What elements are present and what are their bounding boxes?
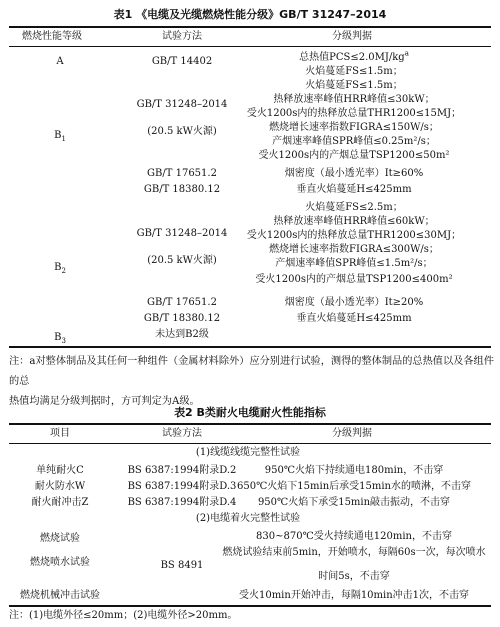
row-b1-criteria-6: 受火1200s内的产烟总量TSP1200≤50m²: [258, 150, 450, 161]
table1-note: 注：a对整体制品及其任何一种组件（金属材料除外）应分别进行试验，测得的整体制品的总热值以及各组件的总 热值均满足分级判据时，方可判定为A级。: [9, 356, 494, 407]
table1-bottom-rule: [9, 346, 491, 348]
row-b1-criteria-8: 垂直火焰蔓延H≤425mm: [296, 184, 412, 195]
row-b1-criteria-7: 烟密度（最小透光率）It≥60%: [284, 168, 424, 179]
t2-row1-method: BS 6387:1994附录D.2: [127, 465, 237, 476]
table2-section1: (1)线缆线缆完整性试验: [195, 447, 301, 458]
row-b1-method-3: GB/T 17651.2: [147, 168, 217, 179]
t2-spray-criteria-2: 时间5s，不击穿: [318, 571, 390, 582]
t2-row2-criteria: 650℃火焰下15min后承受15min水的喷淋，不击穿: [237, 481, 471, 492]
t2-row3-item: 耐火耐冲击Z: [31, 497, 89, 508]
row-b1-method-4: GB/T 18380.12: [143, 184, 221, 195]
row-b2-method-1: GB/T 31248–2014: [136, 228, 228, 239]
table2-section2: (2)电缆着火完整性试验: [195, 513, 301, 524]
t2-row2-item: 耐火防水W: [34, 481, 86, 492]
table2-bottom-rule: [9, 605, 491, 607]
t2-row1-criteria: 950℃火焰下持续通电180min，不击穿: [264, 465, 444, 476]
table1-header-rule: [9, 46, 491, 47]
table2-note: 注：(1)电缆外径≤20mm；(2)电缆外径>20mm。: [9, 610, 238, 621]
table2-header-rule: [9, 443, 491, 444]
row-b2-grade: $B_2$: [54, 262, 66, 275]
row-b1-criteria-1: 火焰蔓延FS≤1.5m；: [305, 80, 403, 91]
row-a-criteria-1: 总热值$PCS\le 2.0MJ/kg^a$: [299, 49, 409, 63]
row-b1-criteria-2: 热释放速率峰值HRR峰值≤30kW；: [273, 94, 435, 105]
table2-header-method: 试验方法: [162, 428, 202, 439]
table2-header-criteria: 分级判据: [332, 428, 372, 439]
row-b2-criteria-3: 受火1200s内的热释放总量THR1200≤30MJ；: [246, 230, 462, 241]
row-b3-grade: $B_3$: [54, 332, 66, 345]
row-b2-criteria-4: 燃烧增长速率指数FIGRA≤300W/s；: [269, 244, 439, 255]
row-b2-criteria-8: 垂直火焰蔓延H≤425mm: [296, 313, 412, 324]
row-b2-criteria-2: 热释放速率峰值HRR峰值≤60kW；: [273, 216, 435, 227]
row-b1-method-2: (20.5 kW火源): [147, 126, 217, 137]
row-b2-criteria-6: 受火1200s内的产烟总量TSP1200≤400m²: [255, 274, 453, 285]
t2-spray-item: 燃烧喷水试验: [30, 557, 90, 568]
row-b1-criteria-4: 燃烧增长速率指数FIGRA≤150W/s；: [269, 122, 439, 133]
table1-top-rule: [9, 26, 491, 28]
row-b1-method-1: GB/T 31248–2014: [136, 99, 228, 110]
table2-header-item: 项目: [50, 428, 70, 439]
row-b2-criteria-7: 烟密度（最小透光率）It≥20%: [284, 297, 424, 308]
t2-row3-criteria: 950℃火焰下承受15min敲击振动，不击穿: [257, 497, 451, 508]
t2-impact-item: 燃烧机械冲击试验: [20, 590, 100, 601]
t2-row3-method: BS 6387:1994附录D.4: [127, 497, 237, 508]
t2-row1-item: 单纯耐火C: [36, 465, 84, 476]
t2-bs8491-method: BS 8491: [160, 560, 204, 571]
table2-title: 表2 B类耐火电缆耐火性能指标: [174, 406, 326, 419]
row-b1-criteria-3: 受火1200s内的热释放总量THR1200≤15MJ；: [246, 108, 462, 119]
table2-top-rule: [9, 423, 491, 425]
t2-impact-criteria: 受火10min开始冲击，每隔10min冲击1次，不击穿: [238, 590, 470, 601]
row-a-method: GB/T 14402: [151, 56, 213, 67]
table1-header-criteria: 分级判据: [332, 31, 372, 42]
row-b1-criteria-5: 产烟速率峰值SPR峰值≤0.25m²/s；: [272, 136, 436, 147]
row-b3-method: 未达到B2级: [155, 329, 209, 340]
row-a-grade: A: [56, 56, 64, 67]
row-b1-grade: $B_1$: [54, 130, 66, 143]
row-b2-method-2: (20.5 kW火源): [147, 255, 217, 266]
table1-header-method: 试验方法: [162, 31, 202, 42]
row-b2-method-3: GB/T 17651.2: [147, 297, 217, 308]
t2-row2-method: BS 6387:1994附录D.3: [127, 481, 237, 492]
t2-burn-item: 燃烧试验: [40, 533, 80, 544]
table1-header-grade: 燃烧性能等级: [22, 31, 82, 42]
row-b2-criteria-5: 产烟速率峰值SPR峰值≤1.5m²/s；: [275, 258, 433, 269]
t2-spray-criteria-1: 燃烧试验结束前5min，开始喷水，每隔60s一次，每次喷水: [222, 547, 486, 558]
row-b2-method-4: GB/T 18380.12: [143, 313, 221, 324]
row-b2-criteria-1: 火焰蔓延FS≤2.5m；: [305, 202, 403, 213]
row-a-criteria-2: 火焰蔓延FS≤1.5m；: [305, 66, 403, 77]
table1-title: 表1 《电缆及光缆燃烧性能分级》GB/T 31247–2014: [113, 8, 387, 21]
t2-burn-criteria: 830~870℃受火持续通电120min，不击穿: [256, 531, 452, 542]
